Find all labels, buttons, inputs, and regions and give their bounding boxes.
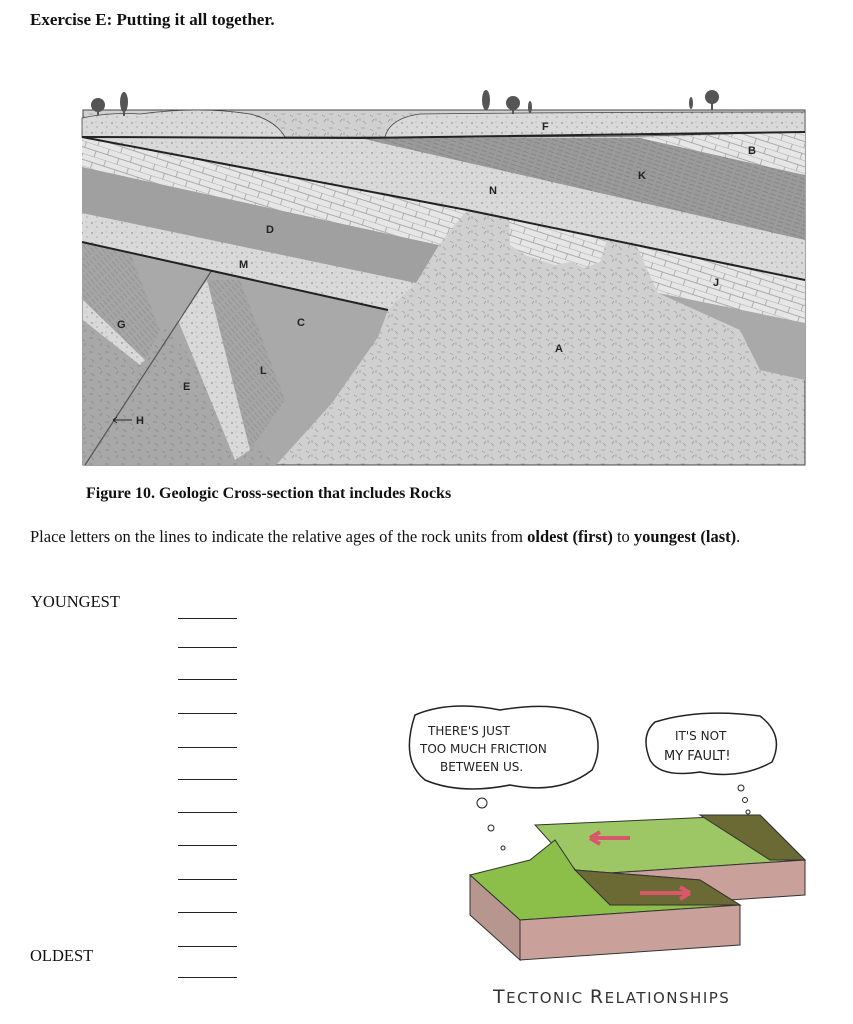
cartoon-caption (493, 986, 730, 1008)
instructions-oldest: oldest (first) (527, 527, 613, 546)
answer-line-3[interactable] (178, 679, 237, 680)
caption-word: ECTONIC (506, 989, 590, 1007)
answer-line-2[interactable] (178, 647, 237, 648)
bubble-left-line-2: TOO MUCH FRICTION (420, 742, 547, 756)
answer-line-7[interactable] (178, 812, 237, 813)
instructions (30, 527, 740, 547)
instructions-text: . (736, 527, 741, 546)
answer-line-12[interactable] (178, 977, 237, 978)
caption-letter: T (493, 986, 507, 1008)
figure-caption: Figure 10. Geologic Cross-section that includes Rocks (86, 485, 452, 502)
bubble-left-line-1: THERE'S JUST (428, 724, 510, 738)
label-m: M (239, 259, 249, 271)
instructions-text: Place letters on the lines to indicate the relative ages of the rock units from (30, 527, 528, 546)
answer-line-6[interactable] (178, 779, 237, 780)
answer-line-9[interactable] (178, 879, 237, 880)
label-k: K (638, 170, 646, 182)
tectonic-cartoon (400, 700, 820, 985)
geologic-cross-section (80, 70, 810, 470)
oldest-label: OLDEST (30, 946, 94, 965)
label-c: C (297, 317, 305, 329)
label-a: A (555, 343, 563, 355)
caption-letter: R (589, 986, 605, 1008)
answer-line-8[interactable] (178, 845, 237, 846)
label-b: B (748, 145, 756, 157)
bubble-right-line-1: IT'S NOT (675, 729, 727, 743)
bubble-left-line-3: BETWEEN US. (440, 760, 524, 774)
label-e: E (183, 381, 191, 393)
bubble-right-line-2: MY FAULT! (664, 749, 731, 764)
answer-line-1[interactable] (178, 618, 237, 619)
answer-line-5[interactable] (178, 747, 237, 748)
label-j: J (713, 277, 720, 289)
youngest-label: YOUNGEST (31, 592, 120, 611)
label-f: F (542, 121, 549, 133)
instructions-youngest: youngest (last) (633, 527, 737, 546)
exercise-title: Exercise E: Putting it all together. (30, 10, 275, 29)
answer-line-4[interactable] (178, 713, 237, 714)
instructions-text: to (612, 527, 634, 546)
caption-word: ELATIONSHIPS (604, 989, 731, 1007)
answer-line-11[interactable] (178, 946, 237, 947)
label-h: H (136, 415, 144, 427)
speech-bubble-right (646, 713, 776, 774)
label-d: D (266, 224, 274, 236)
label-g: G (117, 319, 126, 331)
answer-line-10[interactable] (178, 912, 237, 913)
label-l: L (260, 365, 267, 377)
label-n: N (489, 185, 497, 197)
